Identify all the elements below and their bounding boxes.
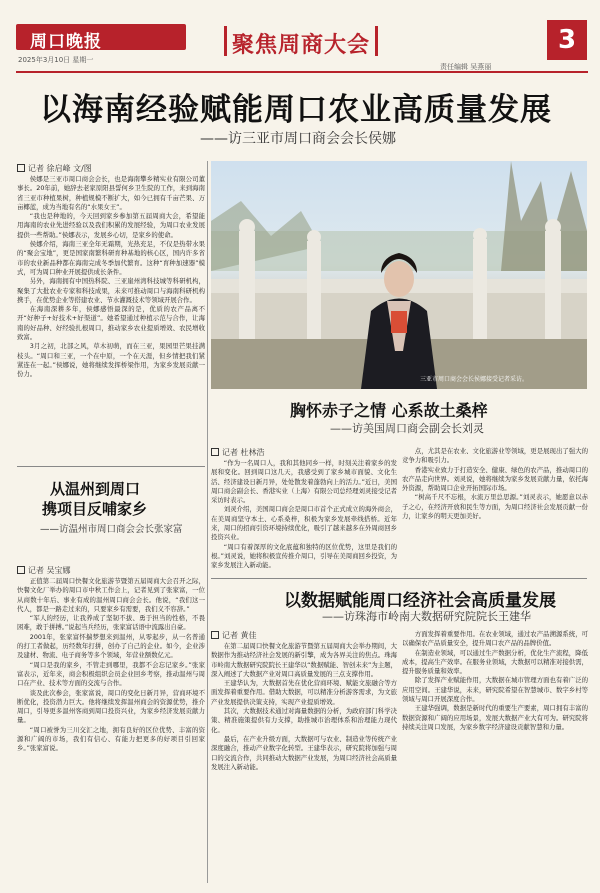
issue-date: 2025年3月10日 星期一 [18, 56, 94, 64]
photo-illustration [211, 161, 587, 389]
story4-body-col2 [402, 630, 588, 882]
paragraph: 侯娜是三亚市周口商会会长，也是海南攀乡精实业有限公司董事长。20年前，她辞去老家原阳县誓何乡卫生院的工作，来到海南省三亚市种植果树，种植规模不断扩大，如今已拥有千亩芒果、万亩椰蓝，成为当地有名的“水果女王”。 [17, 175, 205, 211]
paragraph: 3月之初，北部之风，草木初萌，而在三亚，果园里芒果挂满枝头。“周口和三亚，一个在中原，一个在天涯，但乡情把我们紧紧连在一起。”侯娜说，她将继续发挥桥梁作用，为家乡发展贡献一份力。 [17, 342, 205, 379]
paragraph: 侯娜介绍，海南三亚全年无霜期，光热充足，不仅是热带水果的“聚会宝地”，更是国家南繁科研育种基地的核心区，国内许多省市的农业新品种都在海南完成冬季加代繁育。这种“育种加速器”模式，可为周口种业开展提供成长条件。 [17, 240, 205, 276]
story2-body-col2 [402, 447, 588, 574]
lead-body [17, 175, 205, 462]
lead-byline: 记者 徐启峰 文/图 [17, 163, 92, 174]
interview-photo [211, 161, 587, 389]
masthead-rule [16, 71, 588, 73]
paragraph: 王建华强调，数据是新时代的重要生产要素，周口拥有丰富的数据资源和广阔的应用场景，发展大数据产业大有可为。研究院将持续关注周口发展，为家乡数字经济建设贡献智慧和力量。 [402, 704, 588, 731]
paragraph: “树高千尺不忘根，水流万里总思源。”刘灵表示，她愿意以赤子之心，在经济开放和民生等方面，为周口经济社会发展贡献一份力，让家乡的明天更加美好。 [402, 493, 588, 521]
page-number: 3 [547, 20, 587, 60]
paragraph: 刘灵介绍，美国周口商会是周口市首个正式成立的海外商会，在美周商坚守本土、心系桑梓，积极为家乡发展牵线搭桥。近年来，周口的招商引资环境持续优化，吸引了越来越多在外周商回乡投资兴业。 [211, 505, 397, 542]
story2-byline: 记者 杜林浩 [211, 447, 265, 458]
lead-subhead: ——访三亚市周口商会会长侯娜 [200, 131, 396, 147]
paragraph: 正值第二届周口快餐文化旅游节暨第五届周商大会召开之际，快餐文化厂举办的周口市中秋工作会上，记者见到了张家富，一位从商数十年后、事业有成的温州周口商会会长。他说，“我们这一代人，都是一路走过来的，只要家乡有需要，我们义不容辞。” [17, 577, 205, 613]
story2-body-col1 [211, 459, 397, 574]
paragraph: “作为一名周口人，我和其他同乡一样，时刻关注着家乡的发展和变化。回到周口这几天，我感受到了家乡城市面貌、文化生活、经济建设日新月异，处处散发着蓬勃向上的活力。”近日，美国周口商会副会长、香港实业（上海）有限公司总经理刘灵接受记者采访时表示。 [211, 459, 397, 505]
story3-subhead: ——访温州市周口商会会长张家富 [40, 524, 183, 535]
story2-subhead: ——访美国周口商会副会长刘灵 [330, 422, 484, 435]
paragraph: “我也是种地的，今天回到家乡参加第五届周商大会，希望能用海南的农业先进经验以及我们积累的发展经验，为周口农业发展提供一些帮助。”侯娜表示，发展乡心切，是家乡的使命。 [17, 212, 205, 239]
divider [211, 578, 587, 579]
newspaper-logo-text: 周口晚报 [30, 32, 102, 52]
lead-headline: 以海南经验赋能周口农业高质量发展 [40, 92, 552, 128]
paragraph: 在海南深耕多年，侯娜感悟最深的是，优质的农产品离不开“好种子+好技术+好渠道”。她希望通过种植示范与合作，让海南的好品种、好经验扎根周口，推动家乡农业提质增效、农民增收致富。 [17, 305, 205, 342]
paragraph: “周口有着深厚的文化底蕴和独特的区位优势，这里是我们的根。”刘灵说，她将积极宣传推介周口，引导在美周商回乡投资，为家乡发展注入新动能。 [211, 542, 397, 570]
section-divider-left [224, 26, 227, 56]
section-divider-right [375, 26, 378, 56]
paragraph: 谈及此次参会，张家富说，周口的变化日新月异，营商环境不断优化，投资潜力巨大。他将继续发挥温州商会的资源优势，推介周口，引导更多温州客商到周口投资兴业，为家乡经济发展贡献力量。 [17, 688, 205, 725]
paragraph: 2001年，张家富怀揣梦想来到温州，从零起步，从一名普通的打工者做起，历经数年打拼，创办了自己的企业。如今，企业涉及建材、物流、电子商务等多个领域，年营业额数亿元。 [17, 632, 205, 660]
paragraph: 点，尤其是在农业、文化旅游业等领域，更是展现出了强大的竞争力和吸引力。 [402, 447, 588, 465]
photo-caption: 三亚市周口商会会长侯娜接受记者采访。 [420, 376, 529, 383]
editor-credit: 责任编辑 吴燕丽 [440, 63, 492, 71]
section-title: 聚焦周商大会 [232, 33, 371, 58]
paragraph: 方面发挥着重要作用。在农业领域，通过农产品溯源系统，可以确保农产品质量安全，提升周口农产品的品牌价值。 [402, 630, 588, 648]
column-divider [207, 161, 208, 883]
paragraph: “周口被誉为三川交汇之地，拥有良好的区位优势、丰富的资源和广阔的市场，我们有信心、有能力把更多的好项目引回家乡。”张家富说。 [17, 725, 205, 753]
paragraph: “周口是我的家乡，不管走到哪里，我都不会忘记家乡。”张家富表示，近年来，商会积极组织会员企业回乡考察，推动温州与周口在产业、技术等方面的交流与合作。 [17, 660, 205, 688]
paragraph: 其次，大数据技术通过对海量数据的分析，为政府部门科学决策、精准施策提供有力支撑，助推城市治理体系和治理能力现代化。 [211, 707, 397, 734]
paragraph: 除了发挥产业赋能作用，大数据在城市管理方面也有着广泛的应用空间。王建华说，未来，研究院希望在智慧城市、数字乡村等领域与周口开展深度合作。 [402, 676, 588, 704]
story4-byline: 记者 黄佳 [211, 630, 257, 641]
story3-byline: 记者 吴宝娜 [17, 565, 71, 576]
story3-body [17, 577, 205, 882]
paragraph: 最后，在产业升级方面，大数据可与农业、制造业等传统产业深度融合，推动产业数字化转型。王建华表示，研究院将加强与周口的交流合作，共同推动大数据产业发展，为周口经济社会高质量发展注入新动能。 [211, 734, 397, 771]
paragraph: 另外，海南拥有中国热科院、三亚崖州湾科技城等科研机构，聚集了大批农业专家和科技成果，未来可推动周口与海南科研机构携手，在优势企业等搭建农业、节水灌溉技术等领域开展合作。 [17, 277, 205, 304]
paragraph: 在第二届周口快餐文化旅游节暨第五届周商大会举办期间，大数据作为推动经济社会发展的新引擎，成为各界关注的焦点。珠海市岭南大数据研究院院长王建华以“数据赋能、智创未来”为主题，深入阐述了大数据产业对周口高质量发展的三点支撑作用。 [211, 642, 397, 678]
story3-headline-line2: 携项目反哺家乡 [42, 500, 148, 518]
paragraph: “军人的经历，让我养成了坚韧不拔、勇于担当的性格，不畏困难，敢于拼搏。”说起当兵经历，张家富话语中流露出自豪。 [17, 614, 205, 632]
story4-headline: 以数据赋能周口经济社会高质量发展 [284, 591, 556, 611]
story2-headline: 胸怀赤子之情 心系故土桑梓 [290, 401, 488, 420]
masthead [0, 0, 600, 72]
story4-subhead: ——访珠海市岭南大数据研究院院长王建华 [322, 610, 531, 623]
divider [17, 466, 205, 467]
story4-body-col1 [211, 642, 397, 882]
paragraph: 在制造业领域，可以通过生产数据分析，优化生产流程，降低成本，提高生产效率。在服务业领域，大数据可以精准对接供需，提升服务质量和效率。 [402, 648, 588, 676]
paragraph: 王建华认为，大数据首先在优化营商环境、赋能文旅融合等方面发挥着重要作用。借助大数据，可以精准分析游客需求，为文旅产业发展提供决策支持，实现产业提质增效。 [211, 679, 397, 706]
paragraph: 香港实业致力于打造安全、健康、绿色的农产品，推动周口的农产品走向世界。刘灵说，她将继续为家乡发展贡献力量，依托海外资源，帮助周口企业开拓国际市场。 [402, 465, 588, 493]
story3-headline: 从温州到周口 [50, 480, 141, 498]
